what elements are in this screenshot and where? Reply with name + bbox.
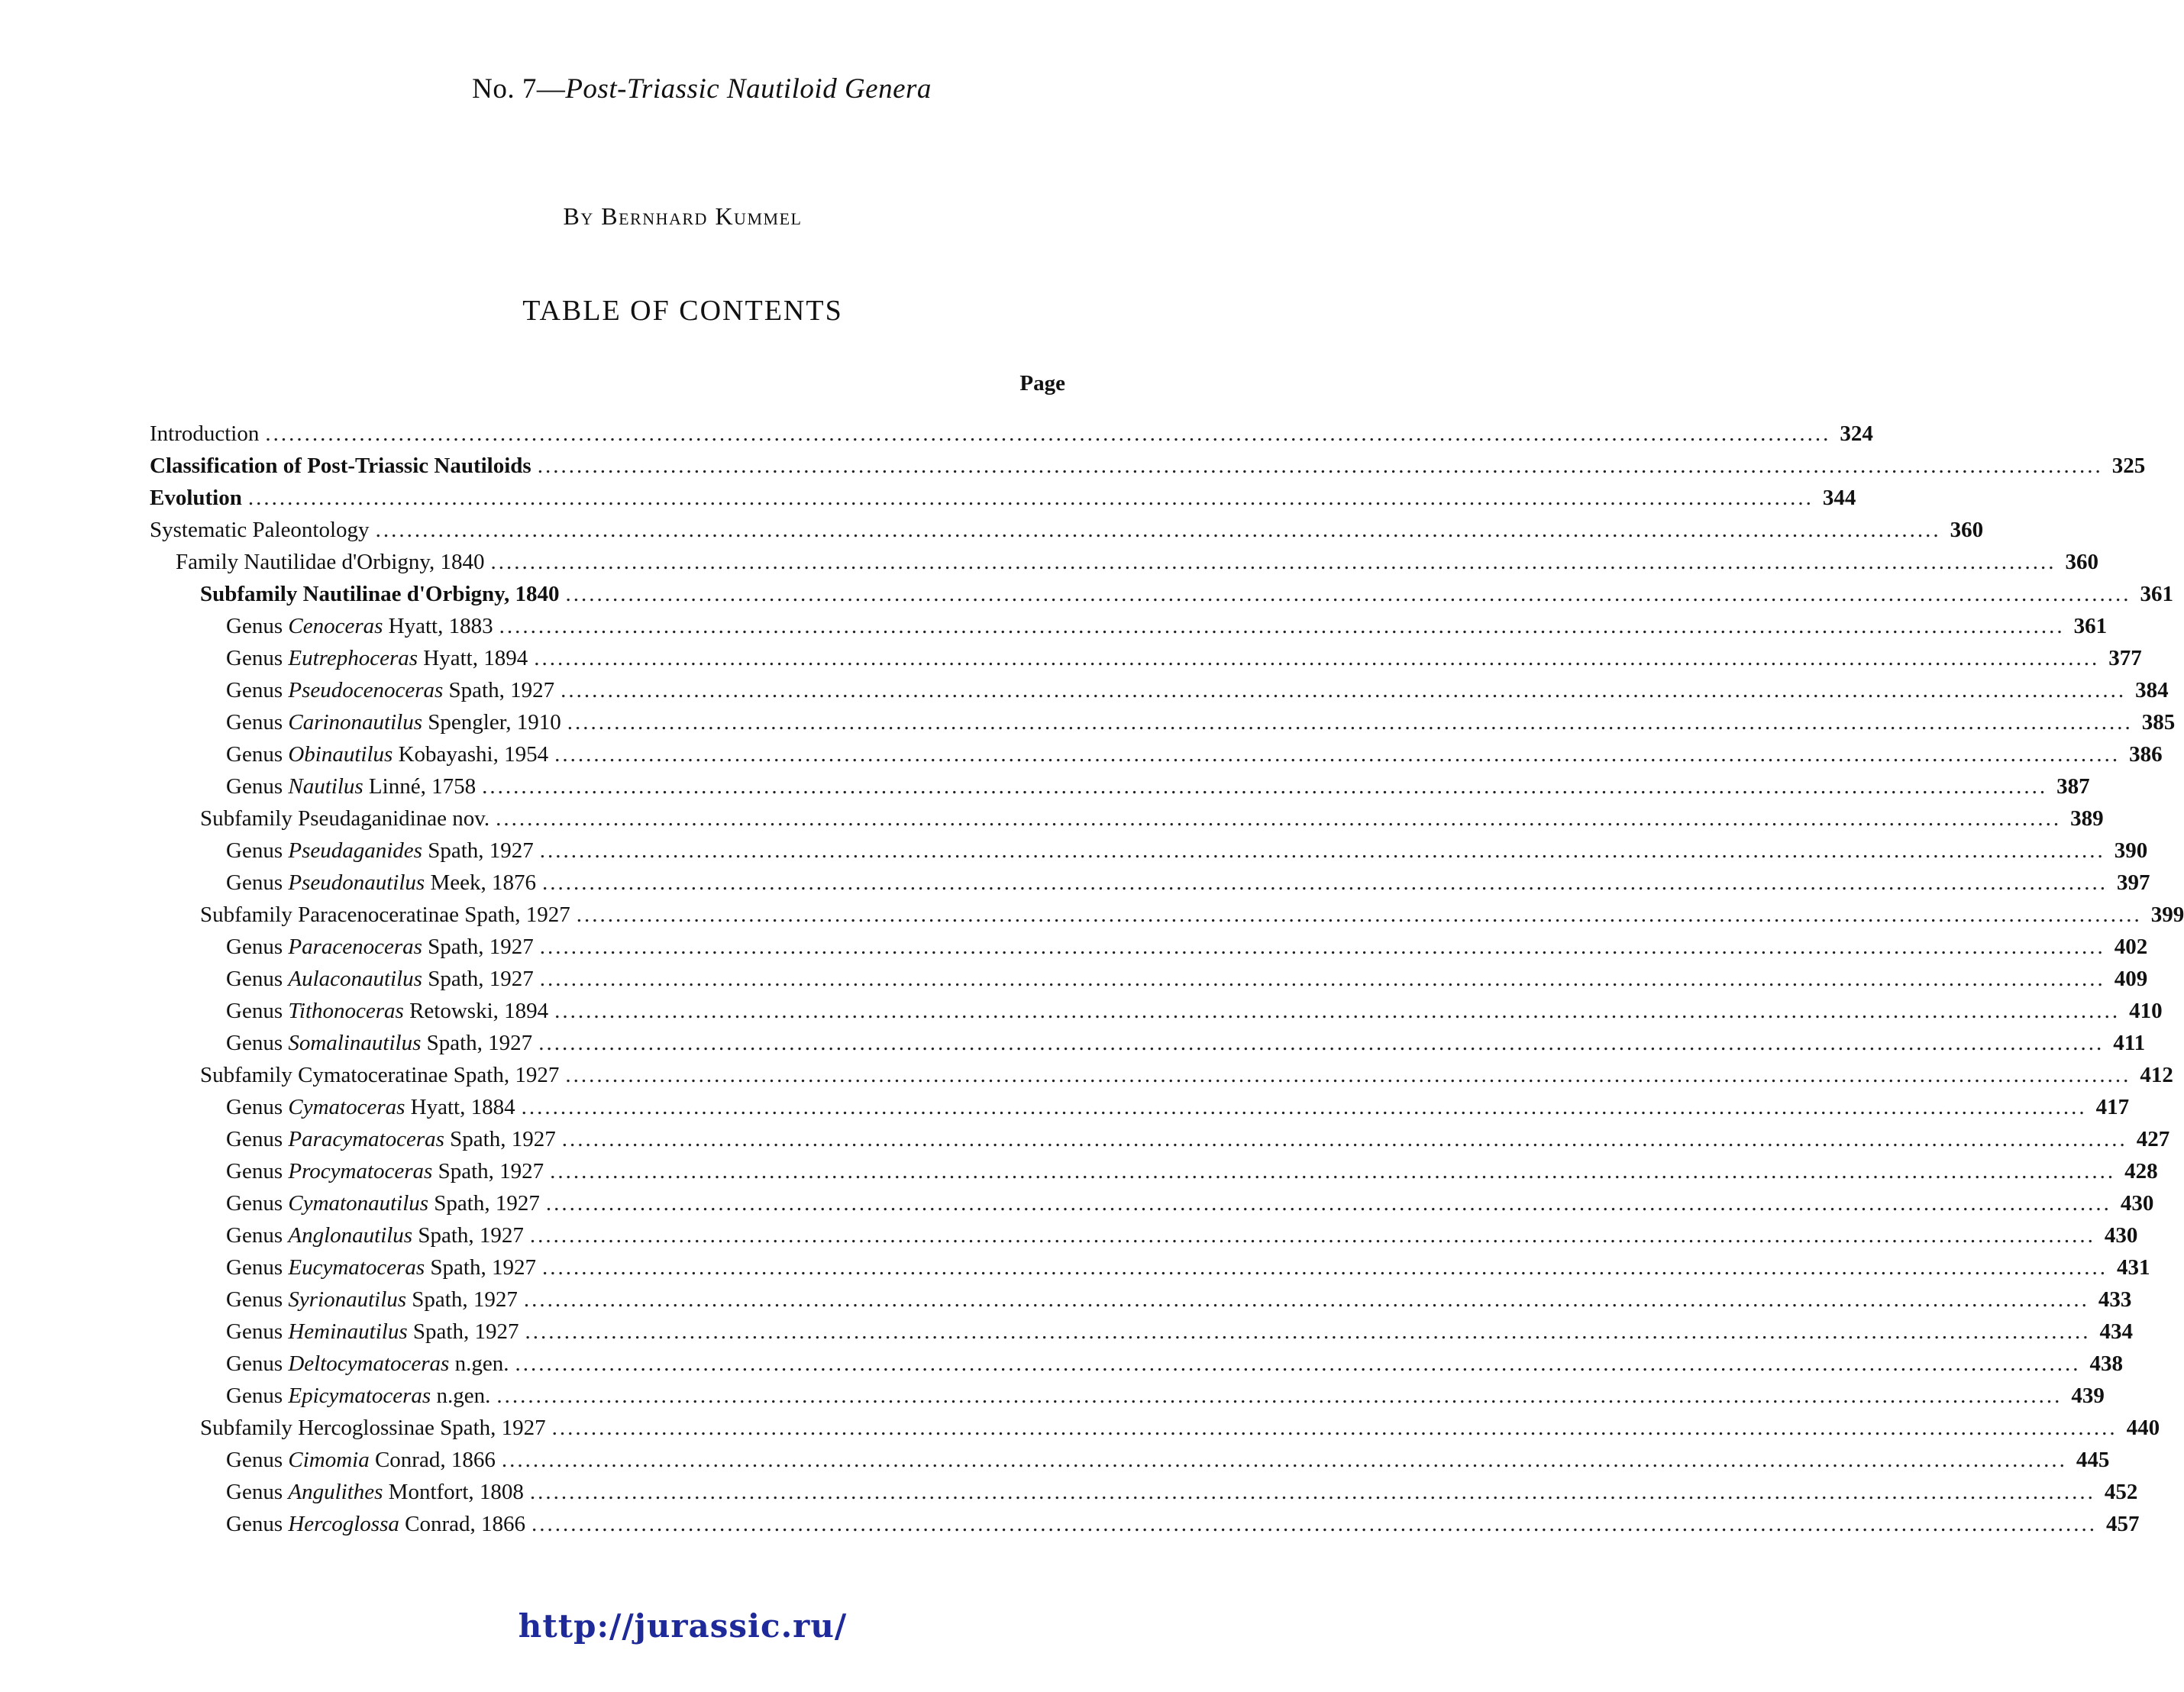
toc-entry-text: Genus (226, 1287, 289, 1312)
chapter-title: Post-Triassic Nautiloid Genera (565, 73, 932, 105)
toc-entry-text: Genus (226, 1480, 289, 1504)
toc-leader-dots: ........................................................................................................................................................................................................ (496, 806, 2062, 831)
toc-entry-text: Genus (226, 1319, 289, 1344)
toc-entry-page: 427 (2136, 1127, 2170, 1151)
toc-entry-text: Genus (226, 838, 289, 863)
toc-entry-genus: Somalinautilus (288, 1031, 422, 1055)
toc-entry-genus: Pseudocenoceras (288, 678, 444, 702)
toc-entry-page: 445 (2076, 1448, 2110, 1472)
chapter-number: No. 7— (472, 73, 566, 105)
toc-entry-author: Spengler, 1910 (422, 710, 561, 735)
toc-entry-page: 377 (2108, 646, 2142, 670)
toc-leader-dots: ........................................................................................................................................................................................................ (554, 742, 2121, 767)
toc-entry-genus: Carinonautilus (288, 710, 423, 735)
toc-entry-label (150, 514, 370, 546)
toc-entry-text: Subfamily Cymatoceratinae Spath, 1927 (200, 1063, 560, 1087)
toc-entry-text: Genus (226, 742, 289, 767)
toc-leader-dots: ........................................................................................................................................................................................................ (375, 518, 1941, 542)
toc-entry-label (226, 1187, 540, 1219)
toc-leader-dots: ........................................................................................................................................................................................................ (554, 999, 2121, 1023)
toc-entry-genus: Eucymatoceras (288, 1255, 425, 1280)
toc-entry-label (226, 642, 528, 674)
toc-entry[interactable] (150, 1027, 2146, 1059)
toc-entry-genus: Deltocymatoceras (288, 1351, 450, 1376)
toc-entry-label (226, 674, 554, 706)
toc-leader-dots: ........................................................................................................................................................................................................ (550, 1159, 2116, 1183)
toc-entry-genus: Angulithes (288, 1480, 383, 1504)
toc-entry-text: Genus (226, 710, 289, 735)
toc-entry[interactable] (150, 418, 1873, 450)
toc-entry-page: 431 (2116, 1255, 2150, 1280)
toc-entry-page: 430 (2120, 1191, 2154, 1216)
toc-entry-text: Genus (226, 1031, 289, 1055)
toc-leader-dots: ........................................................................................................................................................................................................ (501, 1448, 2067, 1472)
toc-entry[interactable] (150, 899, 2184, 931)
toc-entry-page: 390 (2114, 838, 2148, 863)
toc-leader-dots: ........................................................................................................................................................................................................ (561, 678, 2127, 702)
toc-entry[interactable] (150, 1219, 2138, 1251)
toc-entry-text: Genus (226, 1512, 289, 1536)
toc-entry-label (226, 995, 548, 1027)
toc-entry-label (226, 1219, 524, 1251)
toc-entry[interactable] (150, 738, 2163, 770)
toc-leader-dots: ........................................................................................................................................................................................................ (567, 710, 2133, 735)
toc-entry-label (226, 770, 476, 802)
toc-entry-page: 389 (2070, 806, 2104, 831)
toc-entry-text: Genus (226, 935, 289, 959)
toc-entry-label (200, 899, 570, 931)
toc-entry[interactable] (150, 770, 2090, 802)
toc-entry-genus: Anglonautilus (288, 1223, 413, 1248)
toc-leader-dots: ........................................................................................................................................................................................................ (537, 454, 2103, 478)
toc-entry[interactable] (150, 1155, 2158, 1187)
toc-entry-page: 324 (1840, 421, 1873, 446)
toc-entry-page: 430 (2104, 1223, 2138, 1248)
toc-entry-author: Retowski, 1894 (403, 999, 549, 1023)
toc-entry[interactable] (150, 963, 2148, 995)
toc-heading: TABLE OF CONTENTS (522, 295, 843, 327)
toc-entry-label (226, 931, 534, 963)
toc-entry-genus: Aulaconautilus (288, 967, 422, 991)
toc-entry[interactable] (150, 835, 2148, 867)
footer-url-link[interactable]: http://jurassic.ru/ (518, 1607, 848, 1645)
toc-entry-text: Subfamily Pseudaganidinae nov. (200, 806, 490, 831)
toc-entry-text: Genus (226, 614, 289, 638)
toc-leader-dots: ........................................................................................................................................................................................................ (541, 1255, 2108, 1280)
toc-entry-genus: Eutrephoceras (288, 646, 418, 670)
toc-entry-page: 428 (2124, 1159, 2158, 1183)
toc-entry[interactable] (150, 1380, 2105, 1412)
toc-leader-dots: ........................................................................................................................................................................................................ (523, 1287, 2089, 1312)
toc-entry-page: 360 (1950, 518, 1984, 542)
toc-entry-label (226, 1476, 524, 1508)
toc-leader-dots: ........................................................................................................................................................................................................ (490, 550, 2056, 574)
toc-leader-dots: ........................................................................................................................................................................................................ (541, 870, 2108, 895)
toc-entry-author: Spath, 1927 (444, 1127, 556, 1151)
toc-entry-text: Subfamily Paracenoceratinae Spath, 1927 (200, 903, 570, 927)
toc-entry-label (150, 418, 259, 450)
toc-entry-page: 361 (2140, 582, 2174, 606)
author-line: By Bernhard Kummel (563, 202, 803, 230)
toc-entry-label (226, 835, 534, 867)
toc-entry-genus: Epicymatoceras (288, 1384, 431, 1408)
toc-entry[interactable] (150, 1508, 2140, 1540)
toc-entry-text: Genus (226, 774, 289, 799)
toc-entry-genus: Cymatoceras (288, 1095, 405, 1119)
toc-leader-dots: ........................................................................................................................................................................................................ (529, 1223, 2095, 1248)
toc-entry-author: Spath, 1927 (422, 935, 534, 959)
toc-leader-dots: ........................................................................................................................................................................................................ (539, 967, 2105, 991)
toc-entry-author: Spath, 1927 (443, 678, 555, 702)
toc-entry-page: 417 (2095, 1095, 2130, 1119)
toc-entry-text: Evolution (150, 486, 242, 510)
toc-entry[interactable] (150, 546, 2098, 578)
toc-leader-dots: ........................................................................................................................................................................................................ (538, 1031, 2105, 1055)
toc-leader-dots: ........................................................................................................................................................................................................ (515, 1351, 2081, 1376)
toc-entry-author: Hyatt, 1883 (383, 614, 493, 638)
toc-leader-dots: ........................................................................................................................................................................................................ (529, 1480, 2095, 1504)
toc-entry-label (226, 1508, 525, 1540)
toc-entry[interactable] (150, 1476, 2138, 1508)
toc-entry-label (226, 1123, 556, 1155)
toc-entry-page: 360 (2065, 550, 2098, 574)
toc-leader-dots: ........................................................................................................................................................................................................ (247, 486, 1814, 510)
toc-entry-label (226, 1155, 544, 1187)
toc-entry-page: 384 (2135, 678, 2169, 702)
toc-leader-dots: ........................................................................................................................................................................................................ (545, 1191, 2111, 1216)
toc-entry-label (226, 610, 493, 642)
toc-entry-genus: Pseudaganides (288, 838, 422, 863)
toc-entry-label (200, 1059, 559, 1091)
toc-entry-text: Genus (226, 1223, 289, 1248)
toc-entry-genus: Cenoceras (288, 614, 383, 638)
toc-entry-label (226, 1091, 515, 1123)
toc-entry-author: n.gen. (449, 1351, 509, 1376)
toc-entry-page: 452 (2104, 1480, 2138, 1504)
toc-entry-text: Genus (226, 870, 289, 895)
toc-entry-text: Systematic Paleontology (150, 518, 370, 542)
toc-entry-label (226, 1380, 490, 1412)
toc-entry[interactable] (150, 1187, 2154, 1219)
toc-entry-page: 402 (2114, 935, 2148, 959)
toc-entry-text: Genus (226, 999, 289, 1023)
toc-entry-text: Genus (226, 1448, 289, 1472)
toc-entry[interactable] (150, 706, 2176, 738)
toc-entry-author: Montfort, 1808 (383, 1480, 524, 1504)
toc-entry-genus: Hercoglossa (288, 1512, 399, 1536)
toc-entry-label (200, 802, 489, 835)
toc-entry-genus: Procymatoceras (288, 1159, 433, 1183)
toc-entry-author: Meek, 1876 (425, 870, 536, 895)
toc-entry-text: Genus (226, 1159, 289, 1183)
toc-entry-genus: Syrionautilus (288, 1287, 407, 1312)
toc-entry-label (226, 1348, 509, 1380)
toc-leader-dots: ........................................................................................................................................................................................................ (551, 1416, 2118, 1440)
toc-entry-page: 387 (2056, 774, 2090, 799)
toc-entry-page: 397 (2116, 870, 2150, 895)
toc-entry[interactable] (150, 482, 1856, 514)
toc-entry-label (176, 546, 484, 578)
toc-entry[interactable] (150, 1284, 2132, 1316)
toc-entry[interactable] (150, 1123, 2170, 1155)
toc-entry-author: Spath, 1927 (421, 1031, 533, 1055)
toc-leader-dots: ........................................................................................................................................................................................................ (499, 614, 2065, 638)
toc-leader-dots: ........................................................................................................................................................................................................ (531, 1512, 2098, 1536)
toc-entry[interactable] (150, 610, 2108, 642)
toc-entry-text: Subfamily Nautilinae d'Orbigny, 1840 (200, 582, 560, 606)
toc-leader-dots: ........................................................................................................................................................................................................ (482, 774, 2048, 799)
toc-entry-label (226, 1251, 536, 1284)
toc-entry-label (226, 1444, 496, 1476)
toc-entry-author: n.gen. (431, 1384, 491, 1408)
toc-entry-author: Hyatt, 1884 (405, 1095, 515, 1119)
toc-leader-dots: ........................................................................................................................................................................................................ (561, 1127, 2127, 1151)
toc-entry-author: Hyatt, 1894 (418, 646, 528, 670)
toc-entry-label (226, 1316, 519, 1348)
toc-entry-text: Introduction (150, 421, 260, 446)
toc-entry-label (226, 738, 548, 770)
toc-entry-page: 399 (2150, 903, 2184, 927)
toc-entry-label (226, 1027, 532, 1059)
toc-entry-text: Genus (226, 1255, 289, 1280)
toc-entry-page: 344 (1822, 486, 1856, 510)
toc-entry-author: Spath, 1927 (422, 838, 534, 863)
toc-entry-genus: Cymatonautilus (288, 1191, 429, 1216)
toc-entry-author: Spath, 1927 (407, 1319, 519, 1344)
toc-entry-author: Spath, 1927 (422, 967, 534, 991)
toc-entry[interactable] (150, 931, 2148, 963)
toc-entry-text: Subfamily Hercoglossinae Spath, 1927 (200, 1416, 546, 1440)
toc-entry-author: Spath, 1927 (432, 1159, 544, 1183)
toc-entry-page: 325 (2111, 454, 2146, 478)
toc-entry-page: 433 (2098, 1287, 2132, 1312)
toc-entry-page: 434 (2099, 1319, 2133, 1344)
toc-entry-author: Conrad, 1866 (399, 1512, 526, 1536)
toc-leader-dots: ........................................................................................................................................................................................................ (265, 421, 1831, 446)
toc-entry[interactable] (150, 578, 2174, 610)
toc-entry-author: Spath, 1927 (428, 1191, 540, 1216)
toc-leader-dots: ........................................................................................................................................................................................................ (539, 838, 2105, 863)
toc-entry-text: Genus (226, 967, 289, 991)
toc-entry[interactable] (150, 995, 2163, 1027)
toc-entry-author: Linné, 1758 (363, 774, 477, 799)
toc-entry-text: Genus (226, 1095, 289, 1119)
toc-entry-text: Genus (226, 1191, 289, 1216)
toc-entry-text: Genus (226, 646, 289, 670)
toc-entry-page: 440 (2126, 1416, 2160, 1440)
toc-entry[interactable] (150, 802, 2104, 835)
toc-entry-author: Kobayashi, 1954 (393, 742, 549, 767)
toc-leader-dots: ........................................................................................................................................................................................................ (521, 1095, 2087, 1119)
toc-entry-genus: Cimomia (288, 1448, 370, 1472)
toc-leader-dots: ........................................................................................................................................................................................................ (534, 646, 2100, 670)
toc-entry[interactable] (150, 1059, 2173, 1091)
toc-entry[interactable] (150, 1251, 2150, 1284)
toc-entry-genus: Paracenoceras (288, 935, 422, 959)
toc-entry-author: Spath, 1927 (425, 1255, 536, 1280)
toc-entry-genus: Heminautilus (288, 1319, 408, 1344)
toc-entry-page: 412 (2140, 1063, 2173, 1087)
toc-entry-text: Classification of Post-Triassic Nautiloids (150, 454, 531, 478)
table-of-contents (150, 418, 2184, 1540)
toc-entry[interactable] (150, 1444, 2110, 1476)
toc-entry-genus: Nautilus (288, 774, 363, 799)
toc-entry-label (150, 482, 242, 514)
toc-entry-label (226, 963, 534, 995)
toc-entry-label (226, 1284, 518, 1316)
toc-entry-author: Spath, 1927 (412, 1223, 524, 1248)
toc-entry[interactable] (150, 1412, 2160, 1444)
toc-entry-page: 385 (2141, 710, 2176, 735)
toc-leader-dots: ........................................................................................................................................................................................................ (576, 903, 2142, 927)
toc-entry[interactable] (150, 450, 2146, 482)
toc-entry[interactable] (150, 642, 2142, 674)
toc-entry-label (226, 867, 536, 899)
page-column-label: Page (1019, 371, 1065, 396)
toc-entry-text: Family Nautilidae d'Orbigny, 1840 (176, 550, 485, 574)
toc-entry-text: Genus (226, 1384, 289, 1408)
toc-entry-author: Spath, 1927 (406, 1287, 518, 1312)
toc-entry[interactable] (150, 1091, 2130, 1123)
toc-entry-label (200, 578, 560, 610)
running-header (0, 73, 1220, 105)
toc-entry-page: 439 (2071, 1384, 2105, 1408)
toc-entry[interactable] (150, 514, 1984, 546)
toc-entry-page: 438 (2089, 1351, 2123, 1376)
toc-entry-text: Genus (226, 678, 289, 702)
toc-entry-label (200, 1412, 546, 1444)
toc-entry-page: 386 (2129, 742, 2163, 767)
toc-entry-text: Genus (226, 1127, 289, 1151)
toc-entry-page: 409 (2114, 967, 2148, 991)
toc-entry-genus: Pseudonautilus (288, 870, 425, 895)
toc-entry-page: 361 (2073, 614, 2108, 638)
toc-entry-genus: Paracymatoceras (288, 1127, 444, 1151)
toc-entry-page: 410 (2129, 999, 2163, 1023)
toc-leader-dots: ........................................................................................................................................................................................................ (525, 1319, 2091, 1344)
toc-entry-genus: Tithonoceras (288, 999, 404, 1023)
toc-entry[interactable] (150, 1348, 2123, 1380)
toc-entry[interactable] (150, 674, 2169, 706)
toc-entry[interactable] (150, 1316, 2133, 1348)
toc-entry-label (150, 450, 531, 482)
toc-leader-dots: ........................................................................................................................................................................................................ (539, 935, 2105, 959)
toc-leader-dots: ........................................................................................................................................................................................................ (496, 1384, 2063, 1408)
toc-entry-genus: Obinautilus (288, 742, 393, 767)
toc-entry-page: 411 (2113, 1031, 2146, 1055)
toc-entry-text: Genus (226, 1351, 289, 1376)
toc-entry-page: 457 (2106, 1512, 2140, 1536)
toc-entry[interactable] (150, 867, 2150, 899)
toc-leader-dots: ........................................................................................................................................................................................................ (565, 1063, 2131, 1087)
toc-leader-dots: ........................................................................................................................................................................................................ (565, 582, 2131, 606)
toc-entry-label (226, 706, 561, 738)
toc-entry-author: Conrad, 1866 (369, 1448, 496, 1472)
